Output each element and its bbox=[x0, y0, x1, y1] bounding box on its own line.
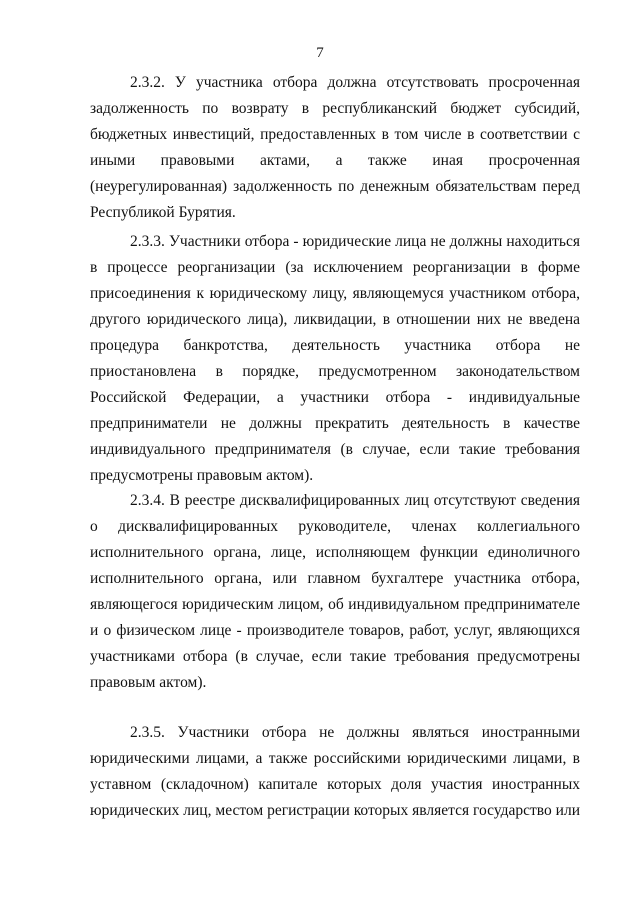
page-number: 7 bbox=[316, 45, 324, 61]
paragraph-2-3-3 bbox=[90, 229, 580, 489]
paragraph-text: 2.3.2. У участника отбора должна отсутствовать просроченная задолженность по возврату в республиканский бюджет субсидий, бюджетных инвестиций, предоставленных в том числе в соответствии с иными правовыми актами, а также иная просроченная (неурегулированная) задолженность по денежным обязательствам перед Республикой Бурятия. bbox=[90, 74, 580, 221]
paragraph-2-3-2 bbox=[90, 70, 580, 226]
paragraph-text: 2.3.5. Участники отбора не должны являться иностранными юридическими лицами, а также российскими юридическими лицами, в уставном (складочном) капитале которых доля участия иностранных юридических лиц, местом регистрации которых является государство или bbox=[90, 724, 580, 819]
paragraph-2-3-4 bbox=[90, 488, 580, 696]
paragraph-text: 2.3.4. В реестре дисквалифицированных лиц отсутствуют сведения о дисквалифицированных руководителе, членах коллегиального исполнительного органа, лице, исполняющем функции единоличного исполнительного органа, или главном бухгалтере участника отбора, являющегося юридическим лицом, об индивидуальном предпринимателе и о физическом лице - производителе товаров, работ, услуг, являющихся участниками отбора (в случае, если такие требования предусмотрены правовым актом). bbox=[90, 492, 580, 691]
paragraph-text: 2.3.3. Участники отбора - юридические лица не должны находиться в процессе реорганизации (за исключением реорганизации в форме присоединения к юридическому лицу, являющемуся участником отбора, другого юридического лица), ликвидации, в отношении них не введена процедура банкротства, деятельность участника отбора не приостановлена в порядке, предусмотренном законодательством Российской Федерации, а участники отбора - индивидуальные предприниматели не должны прекратить деятельность в качестве индивидуального предпринимателя (в случае, если такие требования предусмотрены правовым актом). bbox=[90, 233, 580, 484]
paragraph-2-3-5 bbox=[90, 720, 580, 824]
